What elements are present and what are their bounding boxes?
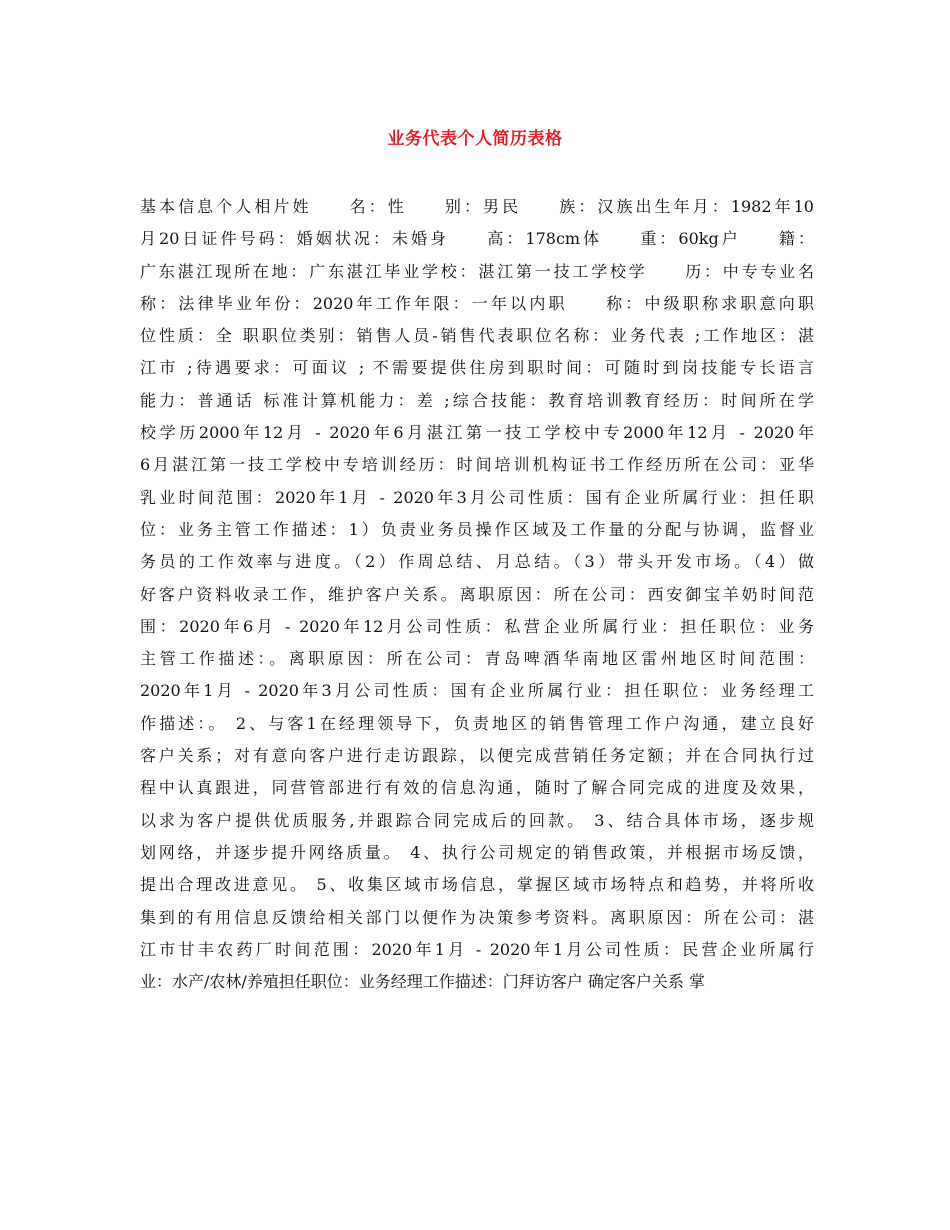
body-line: 提出合理改进意见。 5、收集区域市场信息，掌握区域市场特点和趋势，并将所收 xyxy=(140,875,814,895)
body-line: 业：水产/农林/养殖担任职位：业务经理工作描述：门拜访客户 确定客户关系 掌 xyxy=(140,972,705,992)
body-line: 2020年1月 - 2020年3月公司性质：国有企业所属行业：担任职位：业务经理工 xyxy=(140,681,814,701)
body-line: 江市甘丰农药厂时间范围：2020年1月 - 2020年1月公司性质：民营企业所属行 xyxy=(140,939,814,959)
body-line: 作描述：。 2、与客1在经理领导下，负责地区的销售管理工作户沟通，建立良好 xyxy=(140,713,814,733)
body-line: 位：业务主管工作描述：1）负责业务员操作区域及工作量的分配与协调，监督业 xyxy=(140,519,814,539)
body-line: 务员的工作效率与进度。（2）作周总结、月总结。（3）带头开发市场。（4）做 xyxy=(140,552,814,572)
body-line: 以求为客户提供优质服务,并跟踪合同完成后的回款。 3、结合具体市场，逐步规 xyxy=(140,810,814,830)
body-line: 位性质：全 职职位类别：销售人员-销售代表职位名称：业务代表 ;工作地区：湛 xyxy=(140,326,814,346)
body-line: 集到的有用信息反馈给相关部门以便作为决策参考资料。离职原因：所在公司：湛 xyxy=(140,907,814,927)
body-line: 江市 ;待遇要求：可面议 ; 不需要提供住房到职时间：可随时到岗技能专长语言 xyxy=(140,358,814,378)
body-line: 称：法律毕业年份：2020年工作年限：一年以内职 称：中级职称求职意向职 xyxy=(140,293,814,313)
body-line: 主管工作描述：。离职原因：所在公司：青岛啤酒华南地区雷州地区时间范围： xyxy=(140,649,814,669)
body-line: 客户关系；对有意向客户进行走访跟踪，以便完成营销任务定额；并在合同执行过 xyxy=(140,746,814,766)
body-line: 月20日证件号码：婚姻状况：未婚身 高：178cm体 重：60kg户 籍： xyxy=(140,229,814,249)
body-line: 校学历2000年12月 - 2020年6月湛江第一技工学校中专2000年12月 - 2020年 xyxy=(140,423,814,443)
body-line: 围：2020年6月 - 2020年12月公司性质：私营企业所属行业：担任职位：业务 xyxy=(140,616,814,636)
body-line: 广东湛江现所在地：广东湛江毕业学校：湛江第一技工学校学 历：中专专业名 xyxy=(140,261,814,281)
body-line: 好客户资料收录工作，维护客户关系。离职原因：所在公司：西安御宝羊奶时间范 xyxy=(140,584,814,604)
document-title: 业务代表个人简历表格 xyxy=(387,129,563,149)
resume-body xyxy=(140,191,814,998)
body-line: 能力：普通话 标准计算机能力：差 ;综合技能：教育培训教育经历：时间所在学 xyxy=(140,390,814,410)
body-line: 划网络，并逐步提升网络质量。 4、执行公司规定的销售政策，并根据市场反馈， xyxy=(140,842,814,862)
body-line: 程中认真跟进，同营管部进行有效的信息沟通，随时了解合同完成的进度及效果， xyxy=(140,778,814,798)
body-line: 基本信息个人相片姓 名：性 别：男民 族：汉族出生年月：1982年10 xyxy=(140,197,814,216)
body-line: 6月湛江第一技工学校中专培训经历：时间培训机构证书工作经历所在公司：亚华 xyxy=(140,455,814,475)
body-line: 乳业时间范围：2020年1月 - 2020年3月公司性质：国有企业所属行业：担任职 xyxy=(140,487,814,507)
